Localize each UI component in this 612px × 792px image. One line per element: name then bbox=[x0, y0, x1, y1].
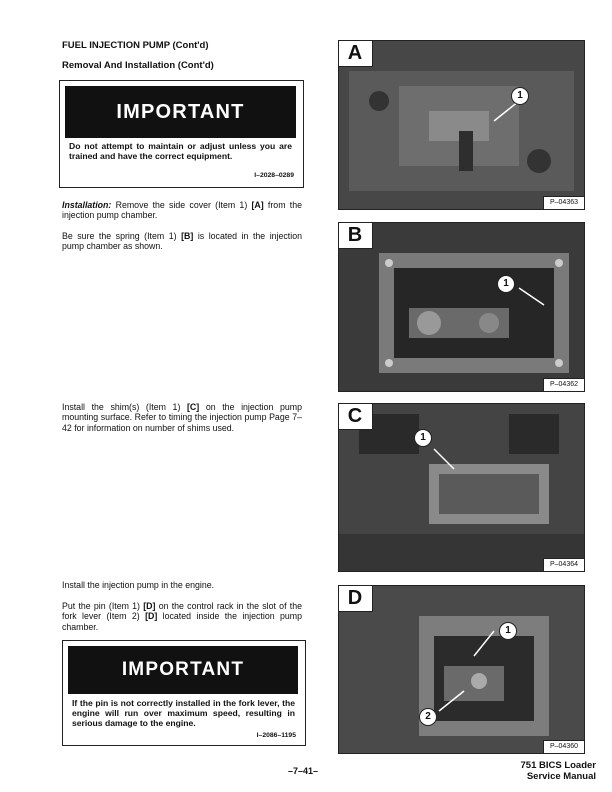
section-subtitle: Removal And Installation (Cont'd) bbox=[62, 60, 214, 71]
paragraph-spring bbox=[62, 231, 302, 252]
manual-title bbox=[521, 760, 597, 782]
callout-1: 1 bbox=[497, 275, 515, 293]
installation-lead: Installation: bbox=[62, 200, 112, 210]
photo-code: P–04363 bbox=[543, 196, 584, 209]
paragraph-shims bbox=[62, 402, 302, 433]
text-span: on the control rack in the slot of the fork lever (Item 2) bbox=[62, 601, 302, 622]
paragraph-installation bbox=[62, 200, 302, 221]
figure-ref: [D] bbox=[143, 601, 156, 611]
callout-1: 1 bbox=[511, 87, 529, 105]
photo-code: P–04364 bbox=[543, 558, 584, 571]
figure-ref: [B] bbox=[181, 231, 194, 241]
page-number: –7–41– bbox=[288, 766, 319, 776]
text-span: Put the pin (Item 1) bbox=[62, 601, 144, 611]
callout-1: 1 bbox=[414, 429, 432, 447]
important-code: I–2086–1195 bbox=[256, 732, 296, 739]
important-text: If the pin is not correctly installed in the fork lever, the engine will run over maximum speed, resulting in serious damage to the engine. bbox=[72, 698, 295, 728]
text-span: Install the shim(s) (Item 1) bbox=[62, 402, 187, 412]
photo-b bbox=[338, 222, 585, 392]
photo-d-image bbox=[339, 586, 584, 753]
figure-ref: [A] bbox=[251, 200, 264, 210]
text-span: Remove the side cover (Item 1) bbox=[111, 200, 252, 210]
photo-a-image bbox=[339, 41, 584, 209]
photo-a bbox=[338, 40, 585, 210]
photo-c-image bbox=[339, 404, 584, 571]
figure-ref: [C] bbox=[187, 402, 200, 412]
important-code: I–2028–0289 bbox=[254, 172, 294, 179]
photo-letter: D bbox=[338, 585, 373, 612]
text-span: is located in the injection pump chamber as shown. bbox=[62, 231, 302, 252]
photo-d bbox=[338, 585, 585, 754]
photo-c bbox=[338, 403, 585, 572]
text-span: Be sure the spring (Item 1) bbox=[62, 231, 182, 241]
important-notice-1 bbox=[59, 80, 304, 188]
important-heading: IMPORTANT bbox=[65, 86, 296, 138]
figure-ref: [D] bbox=[145, 611, 158, 622]
photo-b-image bbox=[339, 223, 584, 391]
text-span: located inside the injection pump chamber. bbox=[62, 611, 302, 632]
photo-letter: B bbox=[338, 222, 373, 249]
callout-2: 2 bbox=[419, 708, 437, 726]
manual-title-line-1: 751 BICS Loader bbox=[520, 760, 596, 771]
section-title: FUEL INJECTION PUMP (Cont'd) bbox=[62, 40, 209, 51]
paragraph-install-pump: Install the injection pump in the engine. bbox=[62, 580, 215, 590]
manual-title-line-2: Service Manual bbox=[526, 771, 596, 782]
photo-letter: A bbox=[338, 40, 373, 67]
important-text: Do not attempt to maintain or adjust unless you are trained and have the correct equipment. bbox=[69, 141, 292, 161]
photo-code: P–04362 bbox=[543, 378, 584, 391]
important-notice-2 bbox=[62, 640, 306, 746]
callout-1: 1 bbox=[499, 622, 517, 640]
photo-code: P–04360 bbox=[543, 740, 584, 753]
photo-letter: C bbox=[338, 403, 373, 430]
text-span: from the injection pump chamber. bbox=[62, 200, 302, 221]
paragraph-pin bbox=[62, 601, 302, 632]
important-heading: IMPORTANT bbox=[68, 646, 298, 694]
text-span: on the injection pump mounting surface. Refer to timing the injection pump Page 7–42 for information on number of shims used. bbox=[62, 402, 302, 433]
